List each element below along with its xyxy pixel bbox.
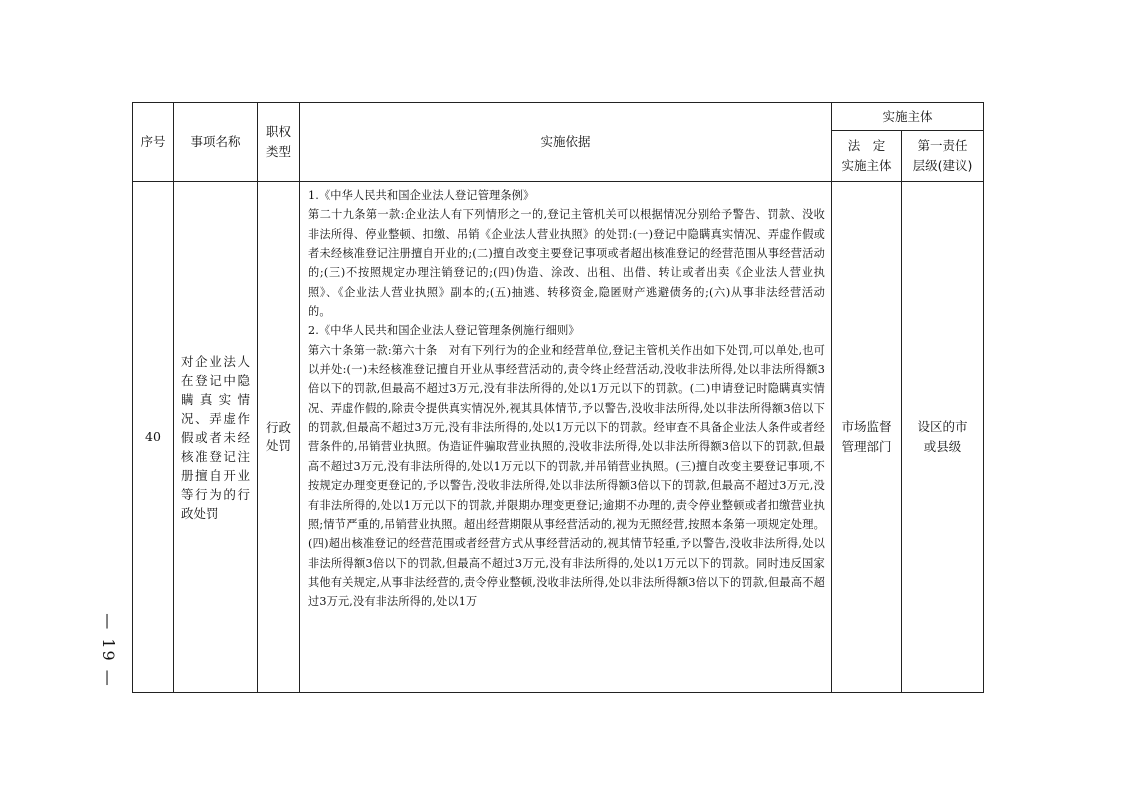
header-seq: 序号 (133, 103, 174, 182)
header-basis: 实施依据 (300, 103, 832, 182)
header-legal-subject (832, 131, 902, 182)
basis-paragraph-1: 1.《中华人民共和国企业法人登记管理条例》 (308, 189, 535, 202)
header-first-level-line1: 第一责任 (917, 138, 968, 153)
basis-paragraph-3: 2.《中华人民共和国企业法人登记管理条例施行细则》 (308, 324, 580, 338)
basis-paragraph-4: 第六十条第一款:第六十条 对有下列行为的企业和经营单位,登记主管机关作出如下处罚,可以单处,也可以并处:(一)未经核准登记擅自开业从事经营活动的,责令终止经营活动,没收非法所得,处以非法所得额3倍以下的罚款,但最高不超过3万元,没有非法所得的,处以1万元以下的罚款。(二)申请登记时隐瞒真实情况、弄虚作假的,除责令提供真实情况外,视其具体情节,予以警告,没收非法所得,处以非法所得额3倍以下的罚款,但最高不超过3万元,没有非法所得的,处以1万元以下的罚款。经审查不具备企业法人条件或者经营条件的,吊销营业执照。伪造证件骗取营业执照的,没收非法所得,处以非法所得额3倍以下的罚款,但最高不超过3万元,没有非法所得的,处以1万元以下的罚款,并吊销营业执照。(三)擅自改变主要登记事项,不按规定办理变更登记的,予以警告,没收非法所得,处以非法所得额3倍以下的罚款,但最高不超过3万元,没有非法所得的,处以1万元以下的罚款,并限期办理变更登记;逾期不办理的,责令停业整顿或者扣缴营业执照;情节严重的,吊销营业执照。超出经营期限从事经营活动的,视为无照经营,按照本条第一项规定处理。(四)超出核准登记的经营范围或者经营方式从事经营活动的,视其情节轻重,予以警告,没收非法所得,处以非法所得额3倍以下的罚款,但最高不超过3万元,没有非法所得的,处以1万元以下的罚款。同时违反国家其他有关规定,从事非法经营的,责令停业整顿,没收非法所得,处以非法所得额3倍以下的罚款,但最高不超过3万元,没有非法所得的,处以1万 (308, 343, 825, 609)
header-subject: 实施主体 (832, 103, 984, 131)
row-first-level-text: 设区的市或县级 (917, 419, 968, 454)
row-basis (300, 182, 832, 693)
header-legal-subject-line2: 实施主体 (841, 158, 892, 173)
header-first-level (902, 131, 984, 182)
page-number (96, 608, 120, 692)
header-power-type-line1: 职权 (265, 124, 291, 139)
header-power-type (258, 103, 300, 182)
row-power-type (258, 182, 300, 693)
row-legal-subject-text: 市场监督管理部门 (841, 419, 892, 454)
row-seq: 40 (133, 182, 174, 693)
header-item-name: 事项名称 (174, 103, 258, 182)
row-item-name (174, 182, 258, 693)
header-legal-subject-line1: 法 定 (847, 138, 886, 153)
row-power-type-line1: 行政 (265, 420, 291, 435)
enforcement-table (132, 102, 984, 693)
page-number-text: — 19 — (98, 612, 118, 688)
header-power-type-line2: 类型 (265, 144, 291, 159)
row-item-name-text: 对企业法人在登记中隐瞒真实情况、弄虚作假或者未经核准登记注册擅自开业等行为的行政处罚 (181, 353, 250, 521)
row-power-type-line2: 处罚 (265, 438, 291, 453)
header-first-level-line2: 层级(建议) (912, 158, 973, 173)
basis-paragraph-2: 第二十九条第一款:企业法人有下列情形之一的,登记主管机关可以根据情况分别给予警告、罚款、没收非法所得、停业整顿、扣缴、吊销《企业法人营业执照》的处罚:(一)登记中隐瞒真实情况、弄虚作假或者未经核准登记注册擅自开业的;(二)擅自改变主要登记事项或者超出核准登记的经营范围从事经营活动的;(三)不按照规定办理注销登记的;(四)伪造、涂改、出租、出借、转让或者出卖《企业法人营业执照》、《企业法人营业执照》副本的;(五)抽逃、转移资金,隐匿财产逃避债务的;(六)从事非法经营活动的。 (308, 208, 825, 319)
row-legal-subject (832, 182, 902, 693)
row-first-level (902, 182, 984, 693)
